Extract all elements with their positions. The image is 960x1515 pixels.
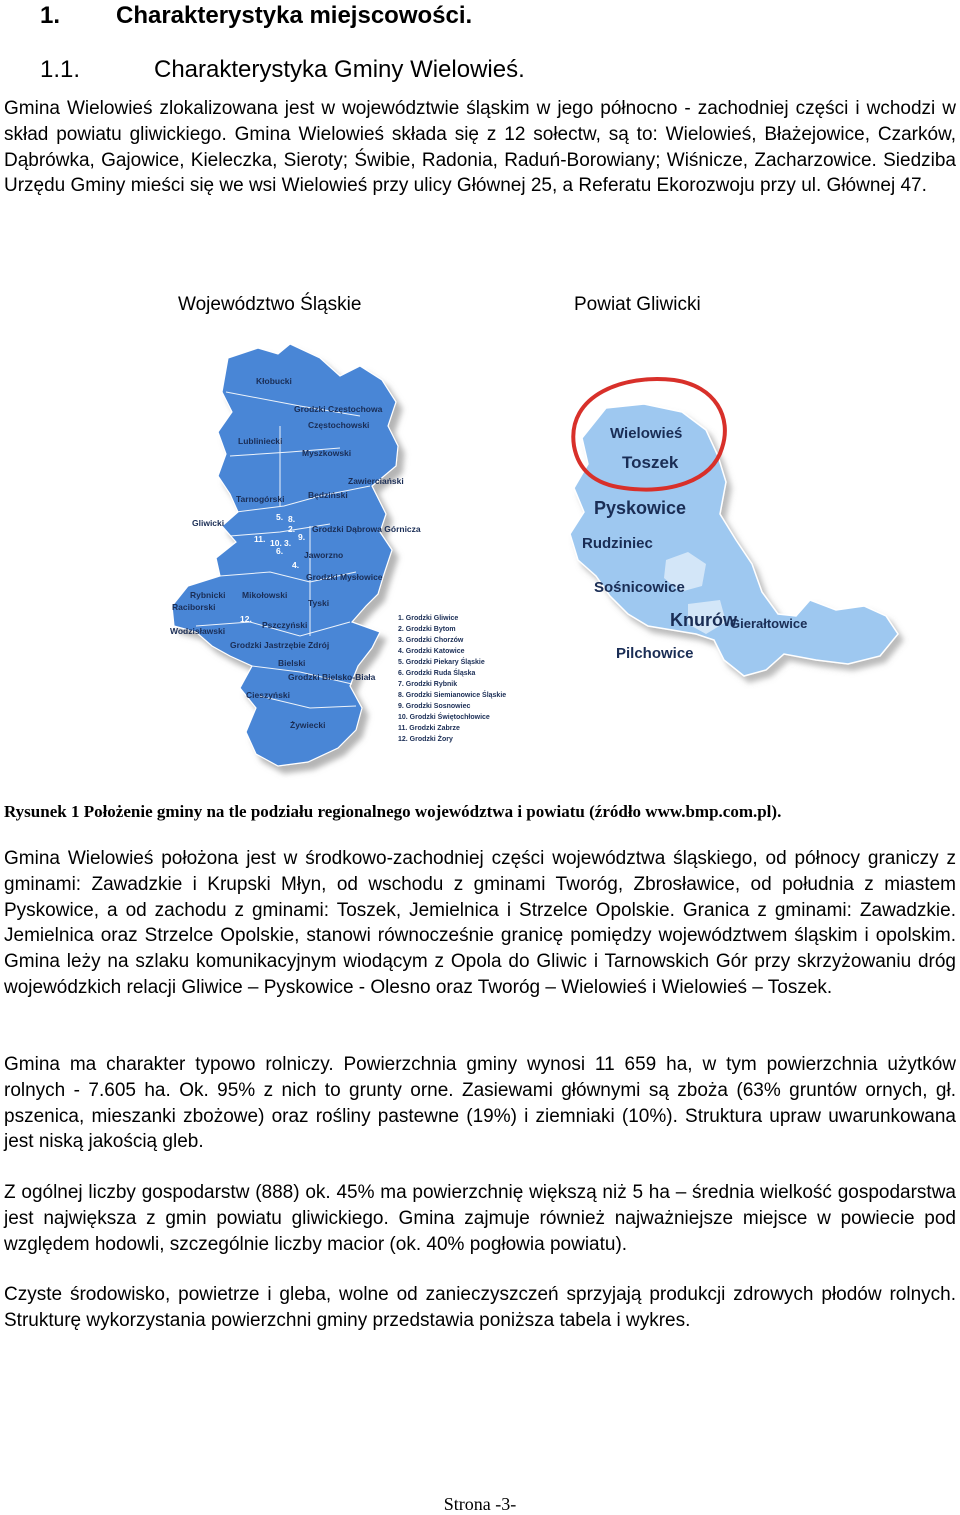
region-label-14: Rybnicki — [190, 590, 226, 600]
legend-item: 6. Grodzki Ruda Śląska — [398, 670, 476, 677]
town-label-rudziniec: Rudziniec — [582, 535, 653, 552]
legend-item: 7. Grodzki Rybnik — [398, 681, 458, 688]
region-number-5: 5. — [276, 512, 284, 522]
legend-item: 3. Grodzki Chorzów — [398, 637, 464, 644]
region-label-7: Tarnogórski — [236, 494, 285, 504]
town-label-toszek: Toszek — [622, 453, 679, 472]
page-number: Strona -3- — [443, 1494, 517, 1514]
region-number-10: 10. — [270, 538, 282, 548]
town-label-wielowies: Wielowieś — [610, 425, 683, 442]
town-label-pyskowice: Pyskowice — [594, 498, 687, 518]
region-label-12: Grodzki Mysłowice — [306, 572, 383, 582]
paragraph-environment: Czyste środowisko, powietrze i gleba, wolne od zanieczyszczeń sprzyjają produkcji zdrowych płodów rolnych. Strukturę wykorzystania powierzchni gminy przedstawia poniższa tabela i wykres. — [4, 1284, 956, 1331]
county-map — [548, 364, 960, 710]
paragraph-farms: Z ogólnej liczby gospodarstw (888) ok. 45% ma powierzchnię większą niż 5 ha – średnia wielkość gospodarstwa jest największa z gmin powiatu gliwickiego. Gmina zajmuje również najważniejsze miejsce w powiecie pod względem hodowli, szczególnie liczby macior (ok. 40% pogłowia powiatu). — [4, 1182, 956, 1255]
legend-item: 9. Grodzki Sosnowiec — [398, 703, 471, 710]
region-label-3: Częstochowski — [308, 420, 370, 430]
heading-1 — [40, 2, 472, 30]
paragraph-borders: Gmina Wielowieś położona jest w środkowo-zachodniej części województwa śląskiego, od północy graniczy z gminami: Zawadzkie i Krupski Młyn, od wschodu z gminami Tworóg, Zbrosławice, od południa z miastem Pyskowice, a od zachodu z gminami: Toszek, Jemielnica i Strzelce Opolskie. Granica z gminami: Zawadzkie. Jemielnica oraz Strzelce Opolskie, stanowi równocześnie granicę pomiędzy województwem śląskim i opolskim. Gmina leży na szlaku komunikacyjnym wiodącym z Opola do Gliwic i Tarnowskich Gór przy skrzyżowaniu dróg wojewódzkich relacji Gliwice – Pyskowice - Olesno oraz Tworóg – Wielowieś i Wielowieś – Toszek. — [4, 848, 956, 998]
heading-2-text: Charakterystyka Gminy Wielowieś. — [154, 56, 525, 83]
region-label-13: Raciborski — [172, 602, 216, 612]
region-label-16: Tyski — [308, 598, 330, 608]
heading-1-number: 1. — [40, 2, 61, 29]
paragraph-agriculture: Gmina ma charakter typowo rolniczy. Powierzchnia gminy wynosi 11 659 ha, w tym powierzchnia użytków rolnych - 7.605 ha. Ok. 95% z nich to grunty orne. Zasiewami głównymi są zboża (63% gruntów ornych, gł. pszenica, mieszanki zbożowe) oraz rośliny pastewne (19%) i ziemniaki (10%). Struktura upraw uwarunkowana jest niską jakością gleb. — [4, 1054, 956, 1153]
figure-label-voivodeship: Województwo Śląskie — [178, 294, 362, 315]
legend-item: 8. Grodzki Siemianowice Śląskie — [398, 692, 507, 699]
paragraph-location: Gmina Wielowieś zlokalizowana jest w województwie śląskim w jego północno - zachodniej części i wchodzi w skład powiatu gliwickiego. Gmina Wielowieś składa się z 12 sołectw, są to: Wielowieś, Błażejowice, Czarków, Dąbrówka, Gajowice, Kieleczka, Sieroty; Świbie, Radonia, Raduń-Borowiany; Wiśnicze, Zacharzowice. Siedziba Urzędu Gminy mieści się we wsi Wielowieś przy ulicy Głównej 25, a Referatu Ekorozwoju przy ul. Głównej 47. — [4, 98, 956, 197]
region-label-8: Będziński — [308, 490, 348, 500]
region-number-1: 1. — [220, 540, 228, 550]
legend-item: 1. Grodzki Gliwice — [398, 615, 459, 622]
legend-item: 12. Grodzki Żory — [398, 736, 453, 743]
region-label-1: Kłobucki — [256, 376, 292, 386]
legend-item: 10. Grodzki Świętochłowice — [398, 714, 490, 721]
legend-item: 4. Grodzki Katowice — [398, 648, 465, 655]
town-label-gieraltowice: Gierałtowice — [730, 616, 808, 631]
region-label-23: Żywiecki — [290, 720, 326, 730]
voivodeship-map — [160, 336, 550, 792]
region-label-11: Jaworzno — [304, 550, 344, 560]
heading-1-text: Charakterystyka miejscowości. — [116, 2, 473, 29]
map-legend — [398, 615, 506, 743]
legend-item: 5. Grodzki Piekary Śląskie — [398, 659, 485, 666]
region-label-22: Cieszyński — [246, 690, 290, 700]
legend-item: 11. Grodzki Zabrze — [398, 725, 460, 732]
region-label-6: Zawierciański — [348, 476, 404, 486]
region-number-3: 3. — [284, 538, 292, 548]
region-label-2: Grodzki Częstochowa — [294, 404, 383, 414]
region-label-5: Myszkowski — [302, 448, 352, 458]
region-label-18: Grodzki Jastrzębie Zdrój — [230, 640, 330, 650]
region-label-9: Gliwicki — [192, 518, 225, 528]
region-label-17: Wodzisławski — [170, 626, 226, 636]
town-label-pilchowice: Pilchowice — [616, 645, 694, 662]
region-label-4: Lubliniecki — [238, 436, 283, 446]
region-number-6: 6. — [276, 546, 284, 556]
town-label-knurow: Knurów — [670, 610, 737, 630]
region-number-11: 11. — [254, 534, 266, 544]
region-number-4: 4. — [292, 560, 300, 570]
region-number-12: 12. — [240, 614, 252, 624]
region-label-19: Pszczyński — [262, 620, 308, 630]
legend-item: 2. Grodzki Bytom — [398, 626, 456, 633]
region-label-20: Bielski — [278, 658, 306, 668]
heading-2 — [40, 56, 525, 84]
region-label-10: Grodzki Dąbrowa Górnicza — [312, 524, 421, 534]
region-number-2: 2. — [288, 524, 296, 534]
figure-label-county: Powiat Gliwicki — [574, 294, 701, 315]
town-label-sosnicowice: Sośnicowice — [594, 579, 685, 596]
region-label-21: Grodzki Bielsko-Biała — [288, 672, 376, 682]
heading-2-number: 1.1. — [40, 56, 81, 83]
region-number-9: 9. — [298, 532, 306, 542]
region-number-8: 8. — [288, 514, 296, 524]
region-label-15: Mikołowski — [242, 590, 288, 600]
figure-caption: Rysunek 1 Położenie gminy na tle podziału regionalnego województwa i powiatu (źródło www.bmp.com.pl). — [4, 802, 782, 821]
